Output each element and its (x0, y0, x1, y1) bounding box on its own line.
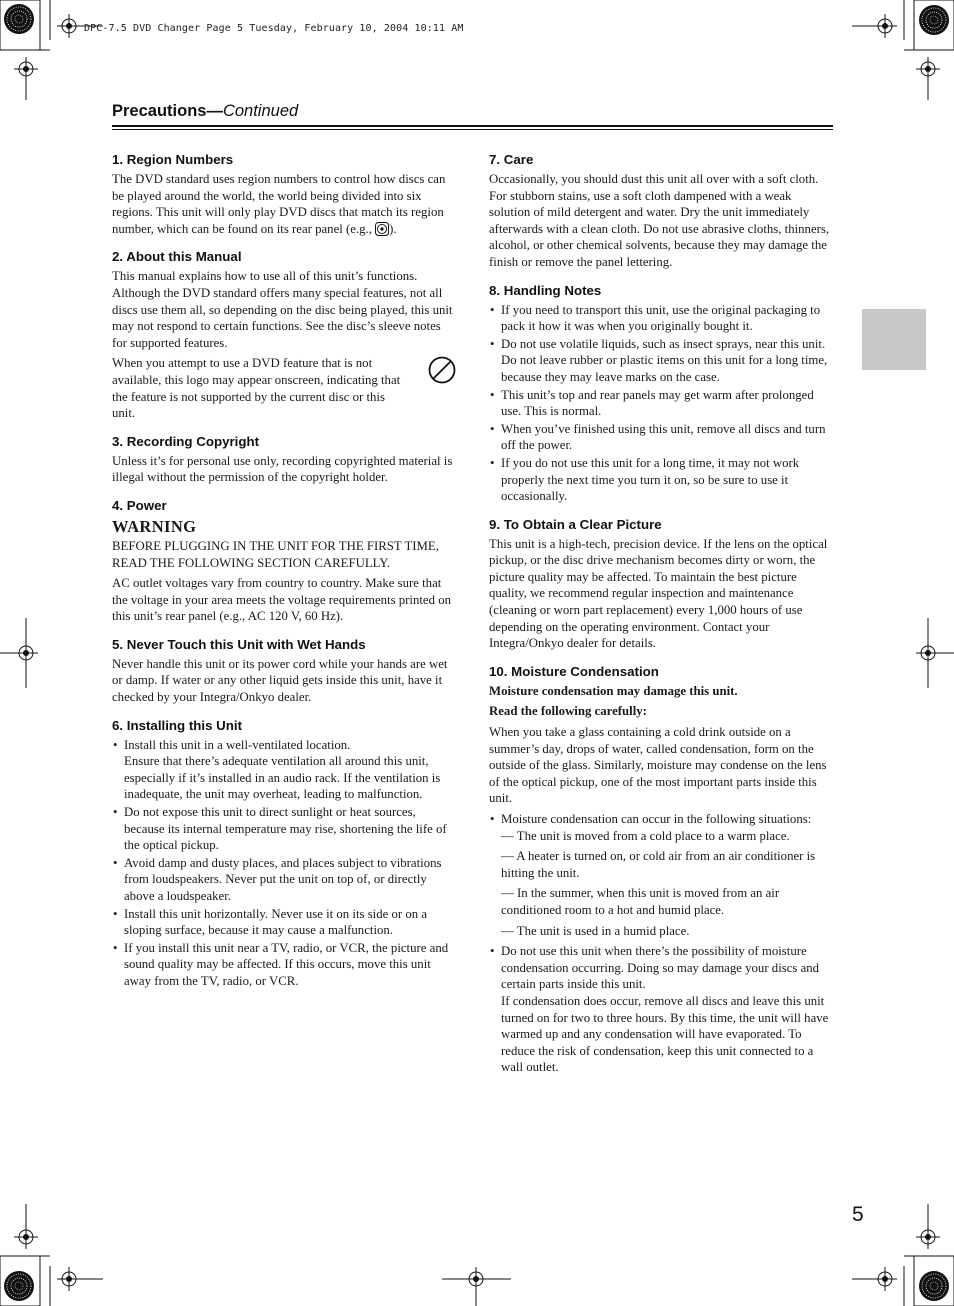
list-item-subtext: Ensure that there’s adequate ventilation all around this unit, especially if it’s installed in an audio rack. If the ventilation is inadequate, the unit may overheat, leading to malfunction. (124, 754, 441, 802)
prohibited-icon (427, 355, 457, 385)
bullet-list (112, 737, 456, 990)
list-item (112, 737, 456, 803)
section-tab (862, 309, 926, 370)
page-number: 5 (852, 1203, 864, 1226)
paragraph: When you take a glass containing a cold drink outside on a summer’s day, drops of water, called condensation, form on the outside of the glass. Similarly, moisture may condense on the lens of the optical pickup, one of the most important parts inside this unit. (489, 725, 827, 806)
list-item: • Do not expose this unit to direct sunlight or heat sources, because its internal temperature may rise, shortening the life of the optical pickup. (112, 804, 456, 854)
region-text: The DVD standard uses region numbers to control how discs can be played around the world, the world being divided into six regions. This unit will only play DVD discs that match its region number, which can be found on its rear panel (e.g., (112, 172, 446, 236)
section-heading: 10. Moisture Condensation (489, 663, 659, 679)
region-number-icon (375, 222, 389, 236)
paragraph: AC outlet voltages vary from country to country. Make sure that the voltage in your area meets the voltage requirements printed on this unit’s rear panel (e.g., AC 120 V, 60 Hz). (112, 576, 451, 624)
list-item-text: Do not use this unit when there’s the possibility of moisture condensation occurring. Doing so may damage your discs and certain parts inside this unit. (501, 944, 820, 992)
bold-note: Moisture condensation may damage this unit. (489, 683, 738, 698)
list-item (489, 943, 833, 1076)
list-item: • When you’ve finished using this unit, remove all discs and turn off the power. (489, 421, 833, 454)
right-column (489, 151, 833, 1080)
region-text-end: ). (389, 221, 397, 236)
list-item-text: Install this unit in a well-ventilated location. (124, 737, 351, 752)
warning-heading: WARNING (112, 516, 197, 536)
dash-item: — A heater is turned on, or cold air from an air conditioner is hitting the unit. (501, 849, 816, 880)
list-item: • If you need to transport this unit, use the original packaging to pack it how it was when you originally bought it. (489, 302, 833, 335)
section-heading: 8. Handling Notes (489, 282, 602, 298)
page-title-continued: Continued (222, 102, 299, 120)
header-rule-thin (112, 129, 833, 130)
list-item-text: Moisture condensation can occur in the following situations: (501, 812, 812, 826)
paragraph: This unit is a high-tech, precision device. If the lens on the optical pickup, or the disc drive mechanism becomes dirty or worn, the picture quality may be affected. To maintain the best picture quality, we recommend regular inspection and maintenance (cleaning or worn part replacement) every 1,000 hours of use depending on the operating environment. Contact your Integra/Onkyo dealer for details. (489, 536, 828, 651)
not-supported-note (112, 355, 456, 421)
section-heading: 3. Recording Copyright (112, 433, 260, 449)
paragraph: Unless it’s for personal use only, recording copyrighted material is illegal without the permission of the copyright holder. (112, 453, 453, 485)
paragraph: BEFORE PLUGGING IN THE UNIT FOR THE FIRST TIME, READ THE FOLLOWING SECTION CAREFULLY. (112, 538, 439, 570)
list-item: • If you do not use this unit for a long time, it may not work properly the next time you turn it on, so be sure to use it occasionally. (489, 455, 833, 505)
paragraph: When you attempt to use a DVD feature that is not available, this logo may appear onscreen, indicating that the feature is not supported by the current disc or this unit. (112, 356, 401, 421)
paragraph: This manual explains how to use all of this unit’s functions. Although the DVD standard offers many special features, not all discs use them all, so depending on the disc being played, this unit may not respond to certain functions. See the disc’s sleeve notes for supported features. (112, 269, 453, 350)
list-item: • Do not use volatile liquids, such as insect sprays, near this unit. Do not leave rubber or plastic items on this unit for a long time, because they may leave marks on the case. (489, 336, 833, 386)
section-heading: 9. To Obtain a Clear Picture (489, 516, 662, 532)
paragraph: Occasionally, you should dust this unit all over with a soft cloth. For stubborn stains, use a soft cloth dampened with a weak solution of mild detergent and water. Dry the unit immediately afterwards with a clean cloth. Do not use abrasive cloths, thinners, alcohol, or other chemical solvents, because they may damage the finish or remove the panel lettering. (489, 172, 830, 269)
list-item-subtext: If condensation does occur, remove all discs and leave this unit turned on for two to three hours. By this time, the unit will have warmed up and any condensation will have evaporated. To reduce the risk of condensation, keep this unit connected to a wall outlet. (501, 993, 829, 1075)
page-title-main: Precautions— (112, 102, 223, 120)
left-column (112, 151, 456, 994)
list-item: • Install this unit horizontally. Never use it on its side or on a sloping surface, because it may cause a malfunction. (112, 906, 456, 939)
print-slug: DPC-7.5 DVD Changer Page 5 Tuesday, February 10, 2004 10:11 AM (84, 23, 464, 34)
bold-note: Read the following carefully: (489, 704, 647, 719)
list-item: • Avoid damp and dusty places, and places subject to vibrations from loudspeakers. Never put the unit on top of, or directly above a loudspeaker. (112, 855, 456, 905)
section-heading: 4. Power (112, 497, 167, 513)
section-heading: 7. Care (489, 152, 534, 167)
dash-item: — The unit is used in a humid place. (501, 923, 690, 938)
list-item (489, 811, 833, 939)
list-item: • This unit’s top and rear panels may get warm after prolonged use. This is normal. (489, 387, 833, 420)
bullet-list (489, 811, 833, 1076)
dash-item: — In the summer, when this unit is moved from an air conditioned room to a hot and humid place. (501, 886, 780, 917)
section-heading: 5. Never Touch this Unit with Wet Hands (112, 636, 366, 652)
list-item: • If you install this unit near a TV, radio, or VCR, the picture and sound quality may be affected. If this occurs, move this unit away from the TV, radio, or VCR. (112, 940, 456, 990)
bullet-list (489, 302, 833, 505)
paragraph (112, 171, 456, 237)
section-heading: 6. Installing this Unit (112, 717, 243, 733)
paragraph: Never handle this unit or its power cord while your hands are wet or damp. If water or any other liquid gets inside this unit, have it checked by your Integra/Onkyo dealer. (112, 656, 448, 705)
page-title (112, 102, 298, 121)
section-heading: 1. Region Numbers (112, 152, 234, 167)
section-heading: 2. About this Manual (112, 249, 242, 265)
dash-item: — The unit is moved from a cold place to a warm place. (501, 828, 790, 843)
header-rule-thick (112, 125, 833, 127)
